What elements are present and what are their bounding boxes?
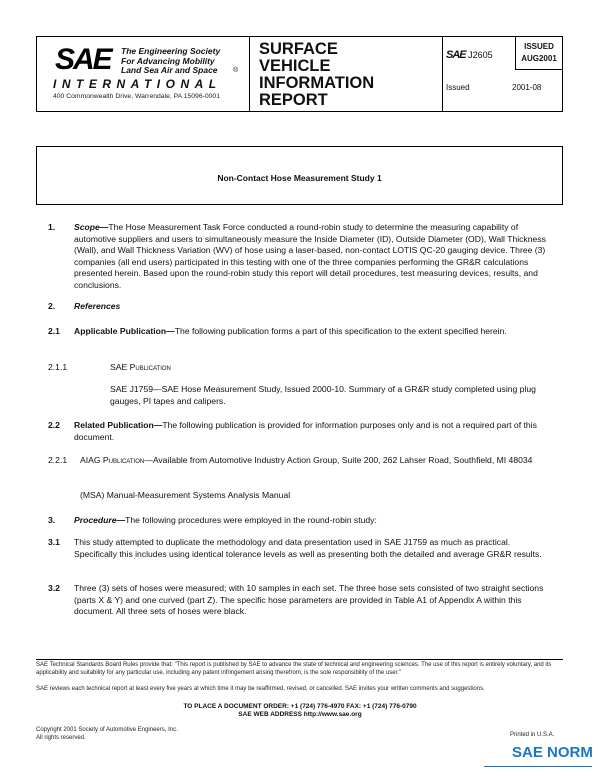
standard-number: SAE J2605 [446, 49, 493, 61]
standard-info [442, 37, 562, 111]
order-info: TO PLACE A DOCUMENT ORDER: +1 (724) 776-4970 FAX: +1 (724) 776-0790 [183, 703, 417, 710]
section-number: 3.2 [48, 583, 60, 593]
sae-logo: SAE [55, 43, 111, 76]
printed-in: Printed in U.S.A. [510, 732, 555, 738]
section-procedure: Procedure—The following procedures were employed in the round-robin study: [74, 515, 377, 525]
footer-divider [36, 659, 563, 660]
publisher-block [37, 37, 250, 111]
issued-date: 2001-08 [512, 83, 542, 92]
section-number: 2.1.1 [48, 362, 68, 372]
section-number: 2. [48, 301, 56, 311]
section-number: 1. [48, 222, 56, 232]
issued-stamp: ISSUED AUG2001 [515, 37, 562, 70]
paragraph: This study attempted to duplicate the methodology and data presentation used in SAE J1759 as much as practical. Specifically this includes using identical tolerance levels as well as presenting both the detailed and average GR&R results. [74, 537, 542, 559]
section-scope: Scope—The Hose Measurement Task Force conducted a round-robin study to determine the measuring capability of automotive suppliers and users to simultaneously measure the Inside Diameter (ID), Outside Diameter (OD), Wall Thickness (Wall), and Wall Thickness Variation (WV) of hose using a laser-based, non-contact LOTIS QC-20 gauging device. Three (3) companies (all end users) participated in this testing with one of the three companies performing the GR&R calculations presented herein. Based upon the round-robin study this report will detail procedures, test measuring devices, results, and conclusions. [74, 222, 546, 290]
section-number: 3. [48, 515, 56, 525]
title-box [36, 146, 563, 205]
reference-item: AIAG Publication—Available from Automotive Industry Action Group, Suite 200, 262 Lahser Road, Southfield, MI 48034 [80, 455, 533, 465]
rights-reserved: All rights reserved. [36, 735, 86, 741]
document-title: Non-Contact Hose Measurement Study 1 [217, 173, 382, 183]
registered-mark: ® [233, 67, 239, 74]
footer-review: SAE reviews each technical report at least every five years at which time it may be reaffirmed, revised, or cancelled. SAE invites your written comments and suggestions. [36, 686, 485, 692]
section-related-publication: Related Publication—The following publication is provided for information purposes only and is not a required part of this document. [74, 420, 537, 442]
copyright: Copyright 2001 Society of Automotive Engineers, Inc. [36, 727, 178, 733]
reference-item: (MSA) Manual-Measurement Systems Analysis Manual [80, 490, 291, 500]
issued-label: Issued [446, 83, 470, 92]
section-number: 3.1 [48, 537, 60, 547]
international-label: INTERNATIONAL [53, 77, 222, 91]
section-number: 2.1 [48, 326, 60, 336]
section-number: 2.2 [48, 420, 60, 430]
document-header [36, 36, 563, 112]
section-number: 2.2.1 [48, 455, 68, 465]
section-heading: SAE Publication [110, 362, 171, 372]
footer-policy: SAE Technical Standards Board Rules provide that: "This report is published by SAE to advance the state of technical and engineering sciences. The use of this report is entirely voluntary, and its applicability and suitability for any particular use, including any patent infringement arising therefrom, is the sole responsibility of the user." [36, 662, 552, 676]
web-address: SAE WEB ADDRESS http://www.sae.org [238, 711, 362, 718]
paragraph: Three (3) sets of hoses were measured; with 10 samples in each set. The three hose sets consisted of two straight sections (parts X & Y) and one curved (part Z). The specific hose parameters are provided in Table A1 of Appendix A within this document. All three sets of hoses were black. [74, 583, 544, 617]
section-heading: References [74, 301, 121, 311]
report-type: SURFACE VEHICLE INFORMATION REPORT [249, 37, 443, 111]
publisher-address: 400 Commonwealth Drive, Warrendale, PA 15096-0001 [53, 93, 220, 100]
section-applicable-publication: Applicable Publication—The following publication forms a part of this specification to the extent specified herein. [74, 326, 507, 336]
sae-tagline: The Engineering Society For Advancing Mobility Land Sea Air and Space [121, 46, 221, 75]
reference-item: SAE J1759—SAE Hose Measurement Study, Issued 2000-10. Summary of a GR&R study completed using plug gauges, PI tapes and calipers. [110, 384, 536, 406]
sae-norm-watermark: SAE NORM [484, 742, 596, 772]
